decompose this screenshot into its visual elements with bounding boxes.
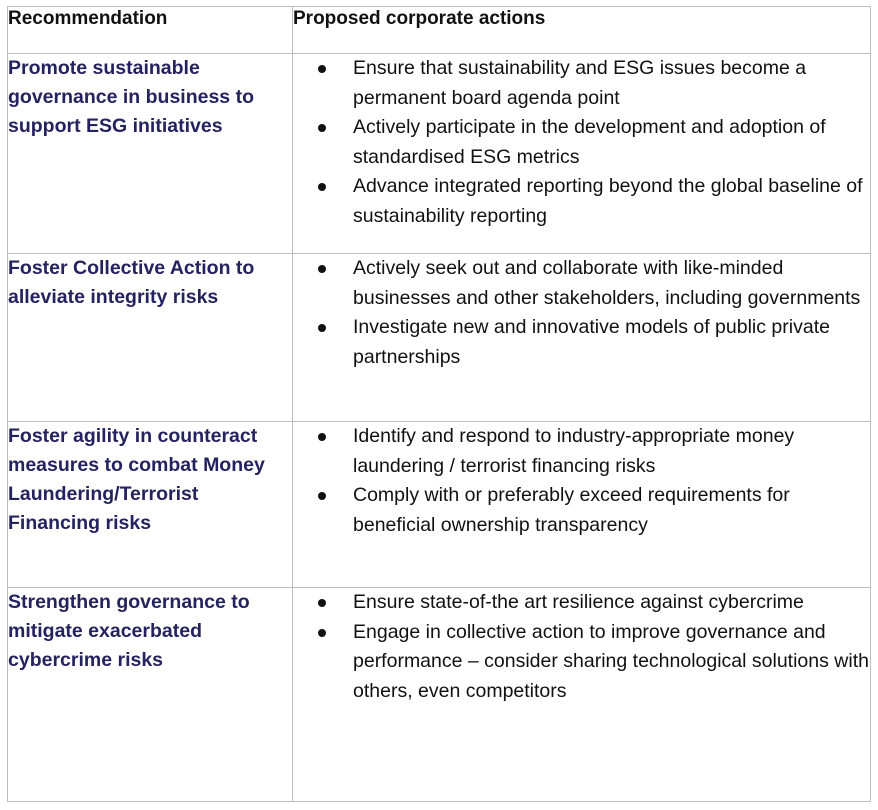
table-row: [8, 254, 871, 422]
bullet-icon: [318, 324, 326, 332]
list-item: [293, 422, 870, 481]
action-text: Advance integrated reporting beyond the global baseline of sustainability reporting: [353, 175, 863, 227]
list-item: [293, 254, 870, 313]
bullet-icon: [318, 629, 326, 637]
action-text: Ensure that sustainability and ESG issues become a permanent board agenda point: [353, 57, 807, 109]
action-list: [293, 588, 870, 706]
bullet-icon: [318, 65, 326, 73]
action-text: Engage in collective action to improve governance and performance – consider sharing technological solutions with others, even competitors: [353, 620, 869, 702]
action-text: Ensure state-of-the art resilience against cybercrime: [353, 591, 804, 613]
bullet-icon: [318, 183, 326, 191]
action-text: Identify and respond to industry-appropriate money laundering / terrorist financing risks: [353, 425, 795, 477]
list-item: [293, 113, 870, 172]
bullet-icon: [318, 265, 326, 273]
table-row: [8, 54, 871, 254]
table-row: [8, 588, 871, 802]
action-list: [293, 254, 870, 372]
actions-cell: [293, 588, 871, 802]
recommendations-table: [7, 6, 871, 802]
header-recommendation: Recommendation: [8, 7, 293, 54]
list-item: [293, 618, 870, 707]
list-item: [293, 481, 870, 540]
bullet-icon: [318, 124, 326, 132]
list-item: [293, 313, 870, 372]
bullet-icon: [318, 433, 326, 441]
action-text: Comply with or preferably exceed requirements for beneficial ownership transparency: [353, 484, 790, 536]
recommendation-cell: Promote sustainable governance in business to support ESG initiatives: [8, 54, 293, 254]
header-row: [8, 7, 871, 54]
list-item: [293, 588, 870, 618]
action-list: [293, 54, 870, 231]
bullet-icon: [318, 492, 326, 500]
action-text: Investigate new and innovative models of public private partnerships: [353, 316, 830, 368]
list-item: [293, 172, 870, 231]
header-proposed-actions: Proposed corporate actions: [293, 7, 871, 54]
action-list: [293, 422, 870, 540]
recommendation-cell: Foster Collective Action to alleviate integrity risks: [8, 254, 293, 422]
recommendation-cell: Strengthen governance to mitigate exacerbated cybercrime risks: [8, 588, 293, 802]
actions-cell: [293, 422, 871, 588]
action-text: Actively participate in the development and adoption of standardised ESG metrics: [353, 116, 826, 168]
actions-cell: [293, 254, 871, 422]
bullet-icon: [318, 599, 326, 607]
list-item: [293, 54, 870, 113]
table-row: [8, 422, 871, 588]
actions-cell: [293, 54, 871, 254]
recommendation-cell: Foster agility in counteract measures to combat Money Laundering/Terrorist Financing risks: [8, 422, 293, 588]
action-text: Actively seek out and collaborate with like-minded businesses and other stakeholders, including governments: [353, 257, 861, 309]
